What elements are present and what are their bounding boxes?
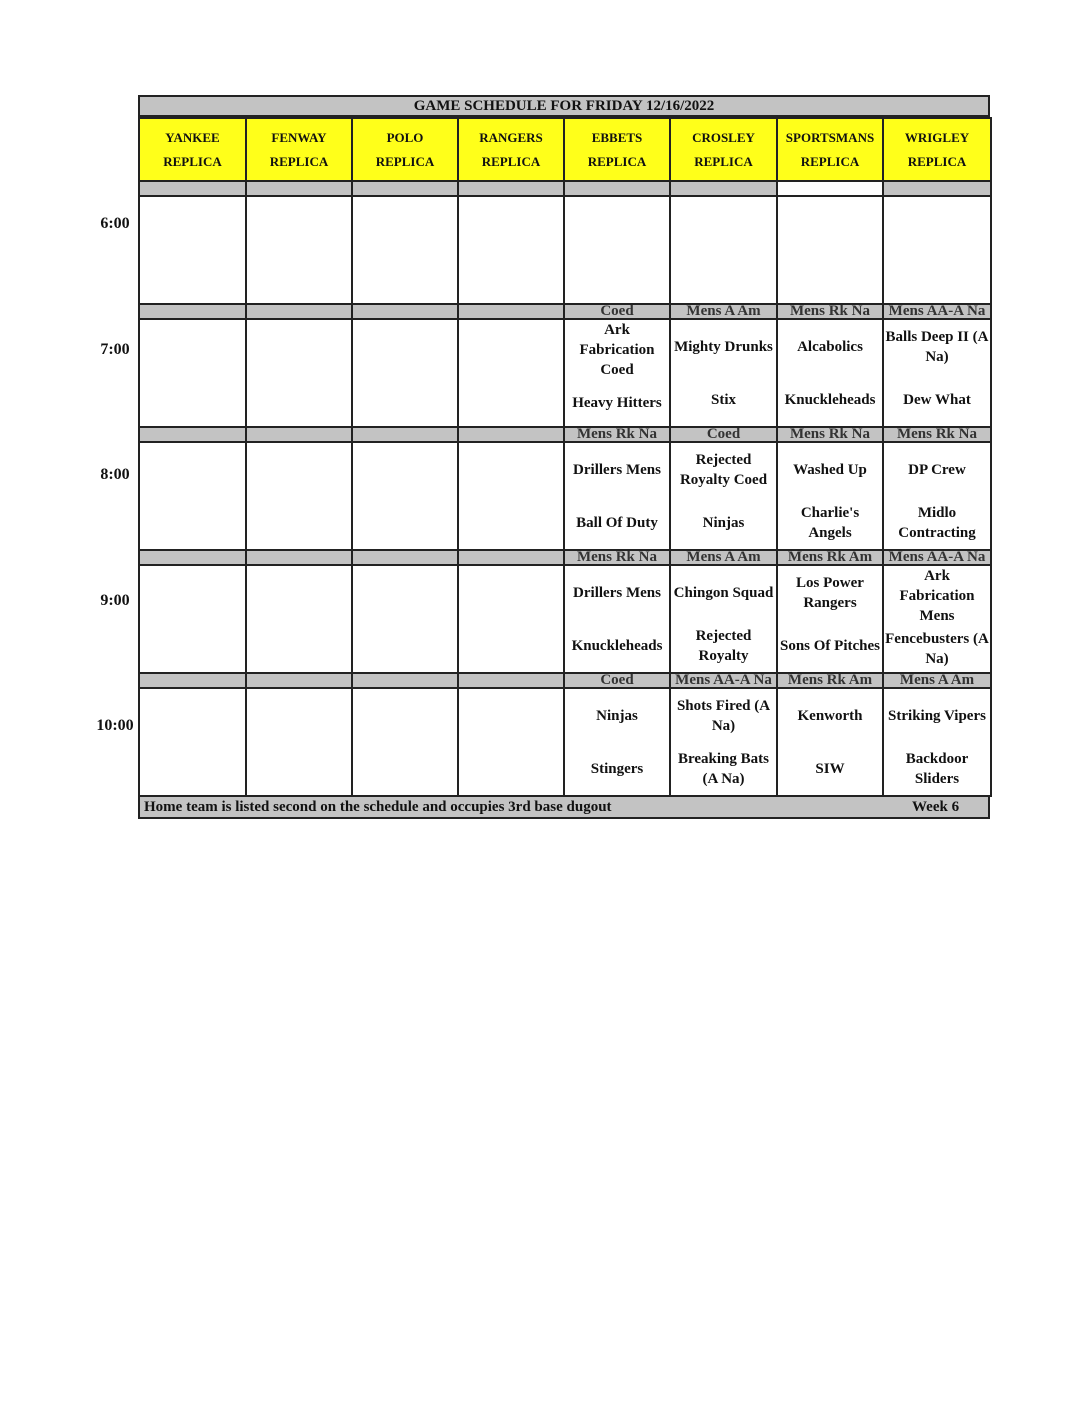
division-label (246, 427, 352, 442)
game-cell (246, 442, 352, 550)
division-row (139, 673, 991, 688)
schedule-footer (138, 797, 990, 819)
time-slot-row (139, 565, 991, 673)
game-cell (246, 196, 352, 304)
game-cell (883, 688, 991, 796)
division-label (139, 673, 246, 688)
home-team: Stingers (590, 760, 644, 777)
game-cell (670, 688, 777, 796)
division-label (458, 304, 564, 319)
home-team: Breaking Bats (A Na) (678, 750, 769, 787)
division-label: Mens Rk Na (564, 550, 670, 565)
home-team: Ball Of Duty (576, 514, 658, 531)
home-team: Stix (710, 391, 736, 408)
division-label: Mens Rk Na (564, 427, 670, 442)
field-header (352, 118, 458, 181)
home-team: Backdoor Sliders (905, 750, 969, 787)
time-slot-row (139, 442, 991, 550)
field-header (564, 118, 670, 181)
division-label (352, 550, 458, 565)
field-subtitle: REPLICA (163, 153, 222, 169)
field-header (246, 118, 352, 181)
division-label (883, 181, 991, 196)
time-label: 7:00 (100, 341, 130, 358)
away-team: Rejected Royalty Coed (679, 451, 768, 488)
matchup (884, 320, 990, 426)
division-label: Mens A Am (883, 673, 991, 688)
game-cell (246, 565, 352, 673)
game-cell (670, 565, 777, 673)
matchup (778, 443, 882, 549)
game-cell (777, 196, 883, 304)
matchup (565, 443, 669, 549)
division-label (246, 181, 352, 196)
field-header (670, 118, 777, 181)
matchup (671, 320, 776, 426)
home-team: Charlie's Angels (800, 504, 860, 541)
away-team: DP Crew (908, 461, 966, 478)
matchup (671, 689, 776, 795)
field-subtitle: REPLICA (800, 153, 860, 169)
game-cell (139, 196, 246, 304)
division-label (458, 673, 564, 688)
game-cell (458, 442, 564, 550)
home-team: Ninjas (702, 514, 745, 531)
field-name: CROSLEY (692, 129, 755, 145)
division-label: Mens Rk Am (777, 550, 883, 565)
game-cell (246, 319, 352, 427)
field-subtitle: REPLICA (587, 153, 647, 169)
game-cell (458, 688, 564, 796)
away-team: Striking Vipers (888, 707, 986, 724)
division-row (139, 181, 991, 196)
division-label: Mens AA-A Na (883, 550, 991, 565)
away-team: Ninjas (596, 707, 638, 724)
game-cell (139, 319, 246, 427)
schedule-sheet (138, 95, 990, 819)
game-cell (883, 565, 991, 673)
division-label (352, 181, 458, 196)
field-subtitle: REPLICA (481, 153, 541, 169)
home-team: Dew What (903, 391, 971, 408)
home-team: Sons Of Pitches (779, 637, 880, 654)
division-row (139, 427, 991, 442)
division-label (139, 181, 246, 196)
game-cell (458, 196, 564, 304)
time-label: 9:00 (100, 592, 130, 609)
game-cell (352, 565, 458, 673)
division-label (458, 550, 564, 565)
matchup (565, 566, 669, 672)
matchup (884, 566, 990, 672)
matchup (884, 443, 990, 549)
time-label: 10:00 (96, 717, 134, 734)
division-label: Coed (564, 304, 670, 319)
home-team: Knuckleheads (784, 391, 876, 408)
away-team: Alcabolics (797, 338, 863, 355)
game-cell (670, 319, 777, 427)
division-label (352, 427, 458, 442)
game-cell (246, 688, 352, 796)
home-team: Knuckleheads (571, 637, 663, 654)
field-name: RANGERS (479, 129, 543, 145)
field-subtitle: REPLICA (269, 153, 329, 169)
division-label (777, 181, 883, 196)
field-subtitle: REPLICA (907, 153, 967, 169)
field-header-row (139, 118, 991, 181)
game-cell (139, 442, 246, 550)
matchup (565, 689, 669, 795)
division-label: Mens AA-A Na (670, 673, 777, 688)
field-name: POLO (386, 129, 424, 145)
matchup (778, 689, 882, 795)
away-team: Ark Fabrication Coed (579, 322, 655, 378)
game-cell (352, 442, 458, 550)
game-cell (777, 319, 883, 427)
field-name: FENWAY (271, 129, 327, 145)
game-cell (564, 319, 670, 427)
division-label (458, 427, 564, 442)
field-name: WRIGLEY (904, 129, 970, 145)
time-label: 8:00 (100, 466, 130, 483)
game-cell (883, 196, 991, 304)
away-team: Washed Up (793, 461, 867, 478)
field-name: EBBETS (591, 129, 643, 145)
away-team: Balls Deep II (A Na) (885, 328, 989, 365)
field-subtitle: REPLICA (694, 153, 753, 169)
home-team: Heavy Hitters (572, 395, 662, 411)
game-cell (458, 565, 564, 673)
matchup (778, 320, 882, 426)
away-team: Kenworth (797, 707, 863, 724)
field-header (777, 118, 883, 181)
time-label: 6:00 (100, 215, 130, 232)
matchup (884, 689, 990, 795)
division-label (458, 181, 564, 196)
time-slot-row (139, 688, 991, 796)
division-label: Mens Rk Na (777, 304, 883, 319)
away-team: Mighty Drunks (674, 338, 773, 355)
division-label (139, 304, 246, 319)
game-cell (777, 565, 883, 673)
matchup (565, 320, 669, 426)
field-header (883, 118, 991, 181)
game-cell (883, 442, 991, 550)
home-team: Rejected Royalty (695, 627, 752, 664)
division-label (139, 427, 246, 442)
division-label (246, 673, 352, 688)
footer-week: Week 6 (912, 799, 960, 815)
game-cell (564, 196, 670, 304)
schedule-table (138, 117, 992, 797)
game-cell (777, 688, 883, 796)
game-cell (883, 319, 991, 427)
home-team: SIW (815, 760, 845, 777)
division-label: Coed (564, 673, 670, 688)
away-team: Shots Fired (A Na) (676, 697, 771, 734)
away-team: Drillers Mens (573, 461, 661, 478)
game-cell (352, 319, 458, 427)
game-cell (670, 442, 777, 550)
division-label (246, 550, 352, 565)
schedule-title: GAME SCHEDULE FOR FRIDAY 12/16/2022 (138, 95, 990, 117)
field-subtitle: REPLICA (375, 153, 435, 169)
game-cell (458, 319, 564, 427)
game-cell (564, 688, 670, 796)
home-team: Fencebusters (A Na) (885, 631, 989, 667)
division-label: Mens Rk Na (777, 427, 883, 442)
division-label (139, 550, 246, 565)
division-label: Mens Rk Na (883, 427, 991, 442)
time-slot-row (139, 196, 991, 304)
matchup (671, 566, 776, 672)
footer-note: Home team is listed second on the schedule and occupies 3rd base dugout (144, 799, 612, 815)
field-header (139, 118, 246, 181)
game-cell (564, 442, 670, 550)
division-label: Mens A Am (670, 550, 777, 565)
game-cell (564, 565, 670, 673)
matchup (671, 443, 776, 549)
field-name: YANKEE (165, 129, 220, 145)
division-label: Coed (670, 427, 777, 442)
home-team: Midlo Contracting (898, 504, 976, 541)
division-label: Mens AA-A Na (883, 304, 991, 319)
time-slot-row (139, 319, 991, 427)
field-header (458, 118, 564, 181)
division-row (139, 550, 991, 565)
game-cell (777, 442, 883, 550)
division-label (352, 304, 458, 319)
away-team: Los Power Rangers (796, 574, 864, 611)
game-cell (139, 688, 246, 796)
matchup (778, 566, 882, 672)
away-team: Drillers Mens (573, 584, 661, 601)
away-team: Ark Fabrication Mens (899, 568, 975, 624)
division-label (246, 304, 352, 319)
division-label: Mens Rk Am (777, 673, 883, 688)
field-name: SPORTSMANS (785, 129, 875, 145)
game-cell (352, 688, 458, 796)
game-cell (352, 196, 458, 304)
division-label (670, 181, 777, 196)
division-row (139, 304, 991, 319)
division-label (352, 673, 458, 688)
away-team: Chingon Squad (673, 584, 774, 601)
division-label (564, 181, 670, 196)
division-label: Mens A Am (670, 304, 777, 319)
game-cell (670, 196, 777, 304)
game-cell (139, 565, 246, 673)
